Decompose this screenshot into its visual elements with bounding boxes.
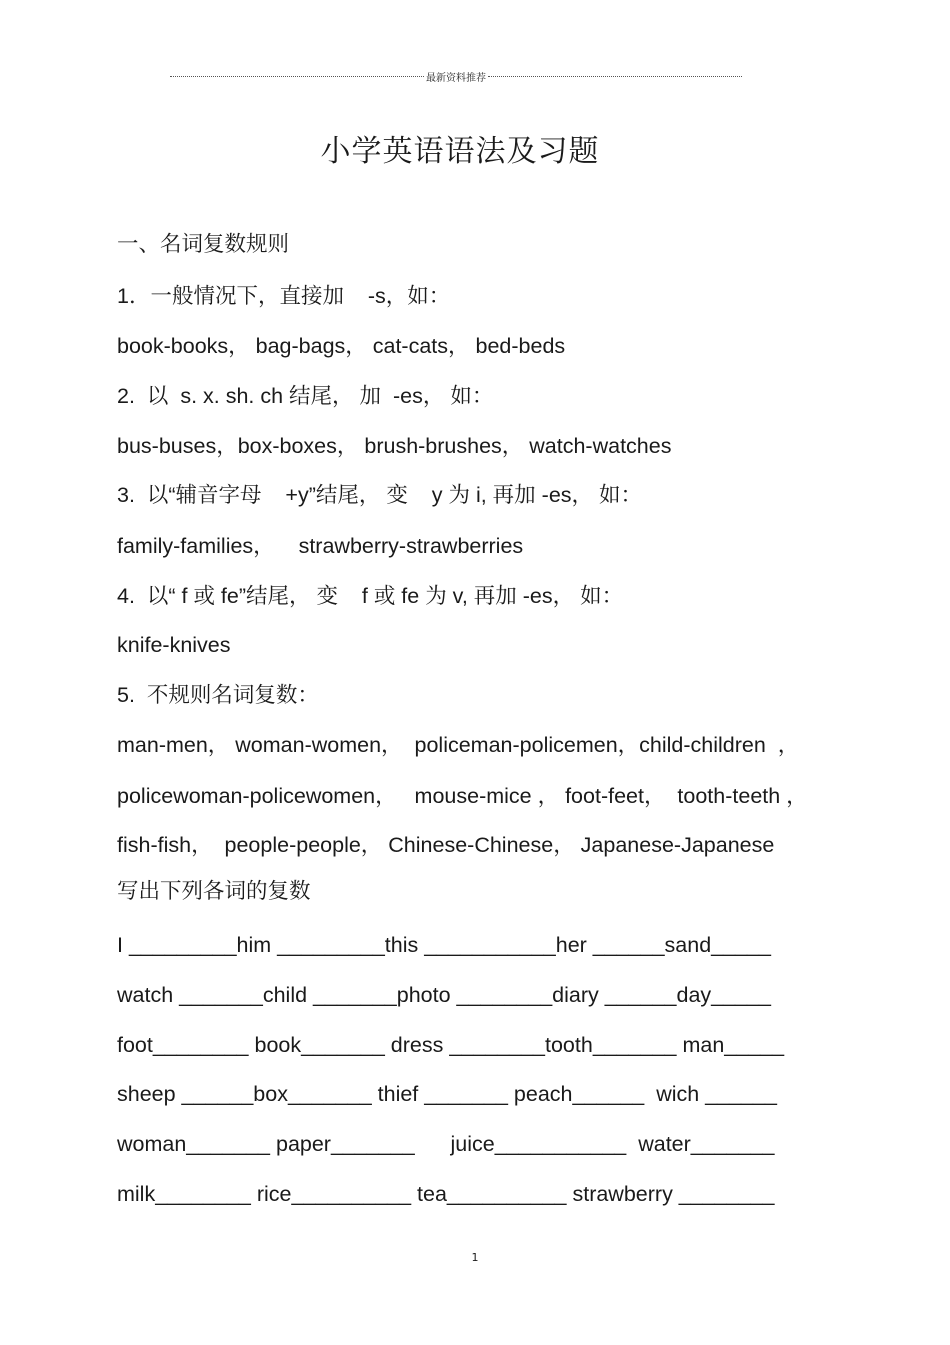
page-header [170,68,742,84]
section-heading: 一、名词复数规则 [117,232,290,256]
rule-1-examples: book-books， bag-bags， cat-cats， bed-beds [117,334,566,358]
document-title: 小学英语语法及习题 [320,134,600,169]
rule-2-examples: bus-buses，box-boxes， brush-brushes， watch-watches [117,434,672,458]
exercise-line: milk________ rice__________ tea__________ strawberry ________ [117,1182,775,1206]
rule-3: 3. 以“辅音字母 +y”结尾， 变 y 为 i, 再加 -es， 如： [117,483,642,507]
exercise-line: watch _______child _______photo ________diary ______day_____ [117,983,771,1007]
exercise-line: I _________him _________this ___________her ______sand_____ [117,933,771,957]
rule-5-examples-line-1: man-men， woman-women， policeman-policemen，child-children ， [117,733,800,757]
rule-3-examples: family-families， strawberry-strawberries [117,534,524,558]
exercise-instruction: 写出下列各词的复数 [117,879,311,903]
rule-4-examples: knife-knives [117,633,231,657]
rule-5: 5. 不规则名词复数： [117,683,319,707]
page-number: 1 [471,1251,479,1264]
rule-2: 2. 以 s. x. sh. ch 结尾， 加 -es， 如： [117,384,494,408]
header-dotted-line-left [170,76,424,77]
exercise-line: sheep ______box_______ thief _______ peach______ wich ______ [117,1082,777,1106]
exercise-line: woman_______ paper_______ juice___________ water_______ [117,1132,775,1156]
rule-1: 1．一般情况下，直接加 -s，如： [117,284,451,308]
rule-5-examples-line-2: policewoman-policewomen， mouse-mice ， foot-feet， tooth-teeth ， [117,784,808,808]
rule-4: 4. 以“ f 或 fe”结尾， 变 f 或 fe 为 v, 再加 -es， 如： [117,584,624,608]
exercise-line: foot________ book_______ dress ________tooth_______ man_____ [117,1033,785,1057]
header-text: 最新资料推荐 [426,72,486,84]
rule-5-examples-line-3: fish-fish， people-people， Chinese-Chinese， Japanese-Japanese [117,833,775,857]
header-dotted-line-right [488,76,742,77]
